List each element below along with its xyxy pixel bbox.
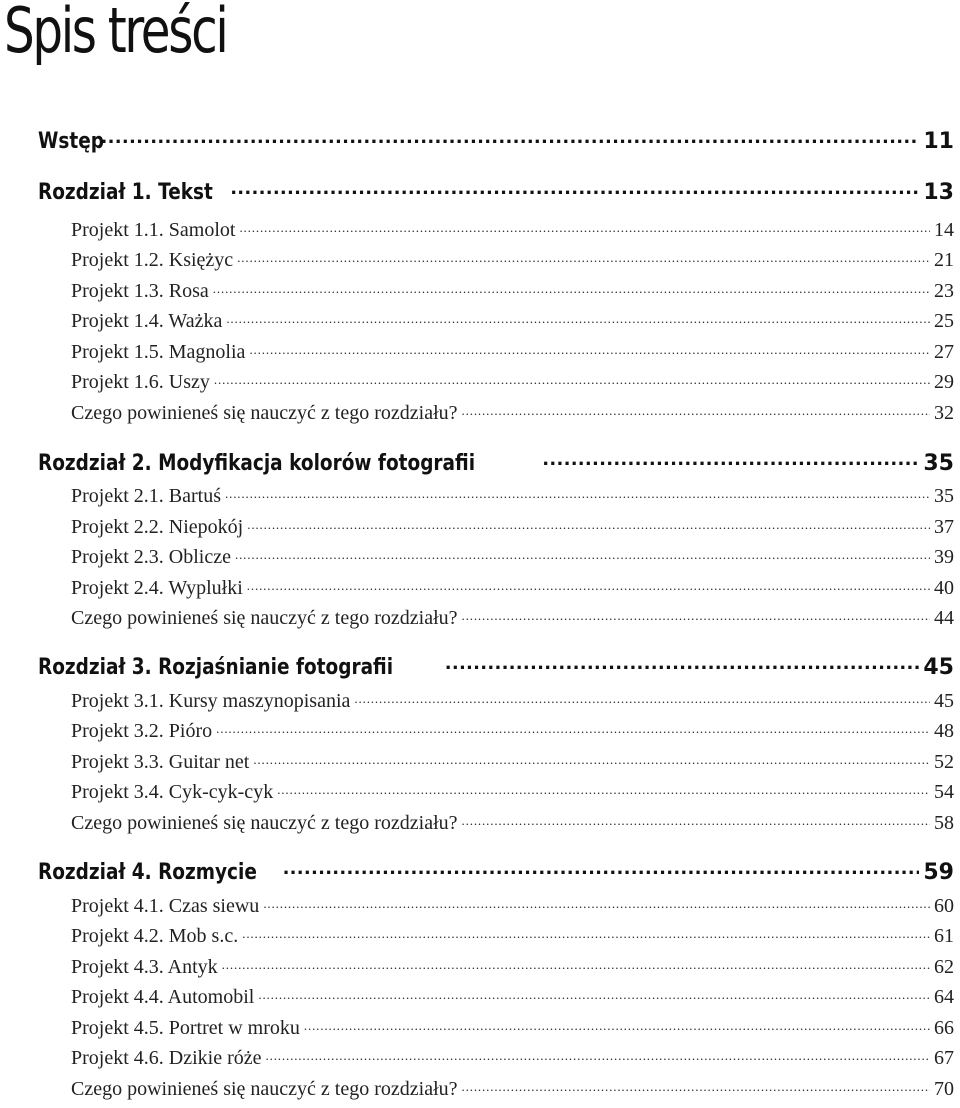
entry-title: Projekt 1.6. Uszy [71,371,210,393]
entry-title: Projekt 1.1. Samolot [71,219,236,241]
toc-entry-row [71,778,954,804]
page-number: 11 [923,129,954,154]
toc-entry-row [71,399,954,425]
dot-leader [247,513,930,533]
entry-title: Czego powinieneś się nauczyć z tego rozdziału? [71,402,458,424]
entry-title: Projekt 4.5. Portret w mroku [71,1017,300,1039]
page-number: 25 [934,310,954,332]
toc-entry-row [71,277,954,303]
dot-leader [222,953,930,973]
page-number: 14 [934,219,954,241]
entry-title: Projekt 4.1. Czas siewu [71,895,260,917]
dot-leader [235,543,930,563]
toc-chapter-row [38,857,954,885]
toc-entry-row [71,748,954,774]
entry-title: Projekt 2.4. Wyplułki [71,577,243,599]
toc-entry-row [71,246,954,272]
page-number: 61 [934,925,954,947]
page-number: 45 [923,655,954,680]
toc-entry-row [71,717,954,743]
toc-chapter-row [38,126,954,154]
entry-title: Projekt 3.2. Pióro [71,720,213,742]
dot-leader [462,604,930,624]
toc-entry-row [71,307,954,333]
entry-title: Projekt 3.1. Kursy maszynopisania [71,690,351,712]
toc-chapter-row [38,448,954,476]
dot-leader [237,246,930,266]
dot-leader [462,399,930,419]
toc-entry-row [71,216,954,242]
entry-title: Czego powinieneś się nauczyć z tego rozdziału? [71,607,458,629]
dot-leader [247,574,930,594]
page-number: 27 [934,341,954,363]
chapter-title: Rozdział 3. Rozjaśnianie fotografii [38,655,394,680]
dot-leader [101,126,920,148]
toc-entry-row [71,922,954,948]
dot-leader [253,748,930,768]
toc-entry-row [71,687,954,713]
toc-entry-row [71,1014,954,1040]
page-number: 37 [934,516,954,538]
toc-entry-row [71,1075,954,1101]
page-number: 40 [934,577,954,599]
page-number: 21 [934,249,954,271]
page-number: 59 [923,860,954,885]
toc-entry-row [71,338,954,364]
page-number: 13 [923,180,954,205]
entry-title: Projekt 4.4. Automobil [71,986,255,1008]
toc-entry-row [71,1044,954,1070]
dot-leader [277,778,930,798]
dot-leader [263,892,930,912]
dot-leader [249,338,930,358]
dot-leader [242,922,930,942]
page-number: 66 [934,1017,954,1039]
dot-leader [283,857,920,879]
toc-entry-row [71,574,954,600]
page-number: 60 [934,895,954,917]
page-number: 70 [934,1078,954,1100]
page-number: 52 [934,751,954,773]
dot-leader [462,809,930,829]
entry-title: Projekt 2.3. Oblicze [71,546,231,568]
page-number: 35 [923,451,954,476]
dot-leader [226,307,930,327]
page-title: Spis treści [4,0,227,67]
entry-title: Projekt 4.2. Mob s.c. [71,925,239,947]
entry-title: Czego powinieneś się nauczyć z tego rozdziału? [71,1078,458,1100]
dot-leader [542,448,919,470]
toc-entry-row [71,482,954,508]
dot-leader [213,277,930,297]
page-number: 35 [934,485,954,507]
entry-title: Projekt 4.6. Dzikie róże [71,1047,262,1069]
toc-entry-row [71,892,954,918]
page-number: 54 [934,781,954,803]
entry-title: Projekt 2.1. Bartuś [71,485,221,507]
toc-entry-row [71,604,954,630]
page-number: 44 [934,607,954,629]
toc-entry-row [71,543,954,569]
page-number: 48 [934,720,954,742]
dot-leader [230,177,919,199]
page-number: 67 [934,1047,954,1069]
toc-chapter-row [38,177,954,205]
entry-title: Projekt 1.5. Magnolia [71,341,246,363]
chapter-title: Rozdział 1. Tekst [38,180,213,205]
dot-leader [214,368,930,388]
dot-leader [216,717,930,737]
dot-leader [462,1075,930,1095]
chapter-title: Rozdział 4. Rozmycie [38,860,257,885]
entry-title: Projekt 1.2. Księżyc [71,249,234,271]
chapter-title: Rozdział 2. Modyfikacja kolorów fotografii [38,451,476,476]
page-number: 39 [934,546,954,568]
dot-leader [266,1044,931,1064]
entry-title: Projekt 2.2. Niepokój [71,516,244,538]
dot-leader [445,652,920,674]
toc-entry-row [71,513,954,539]
dot-leader [225,482,930,502]
entry-title: Projekt 3.3. Guitar net [71,751,250,773]
page-number: 32 [934,402,954,424]
page-number: 58 [934,812,954,834]
entry-title: Projekt 4.3. Antyk [71,956,218,978]
chapter-title: Wstęp [38,129,104,154]
entry-title: Projekt 1.4. Ważka [71,310,223,332]
entry-title: Czego powinieneś się nauczyć z tego rozdziału? [71,812,458,834]
page-number: 64 [934,986,954,1008]
toc-entry-row [71,809,954,835]
toc-entry-row [71,953,954,979]
page-number: 62 [934,956,954,978]
dot-leader [304,1014,930,1034]
page-number: 29 [934,371,954,393]
toc-chapter-row [38,652,954,680]
entry-title: Projekt 3.4. Cyk-cyk-cyk [71,781,274,803]
entry-title: Projekt 1.3. Rosa [71,280,209,302]
toc-entry-row [71,983,954,1009]
dot-leader [239,216,930,236]
dot-leader [354,687,930,707]
toc-entry-row [71,368,954,394]
page-number: 23 [934,280,954,302]
page-number: 45 [934,690,954,712]
dot-leader [258,983,930,1003]
